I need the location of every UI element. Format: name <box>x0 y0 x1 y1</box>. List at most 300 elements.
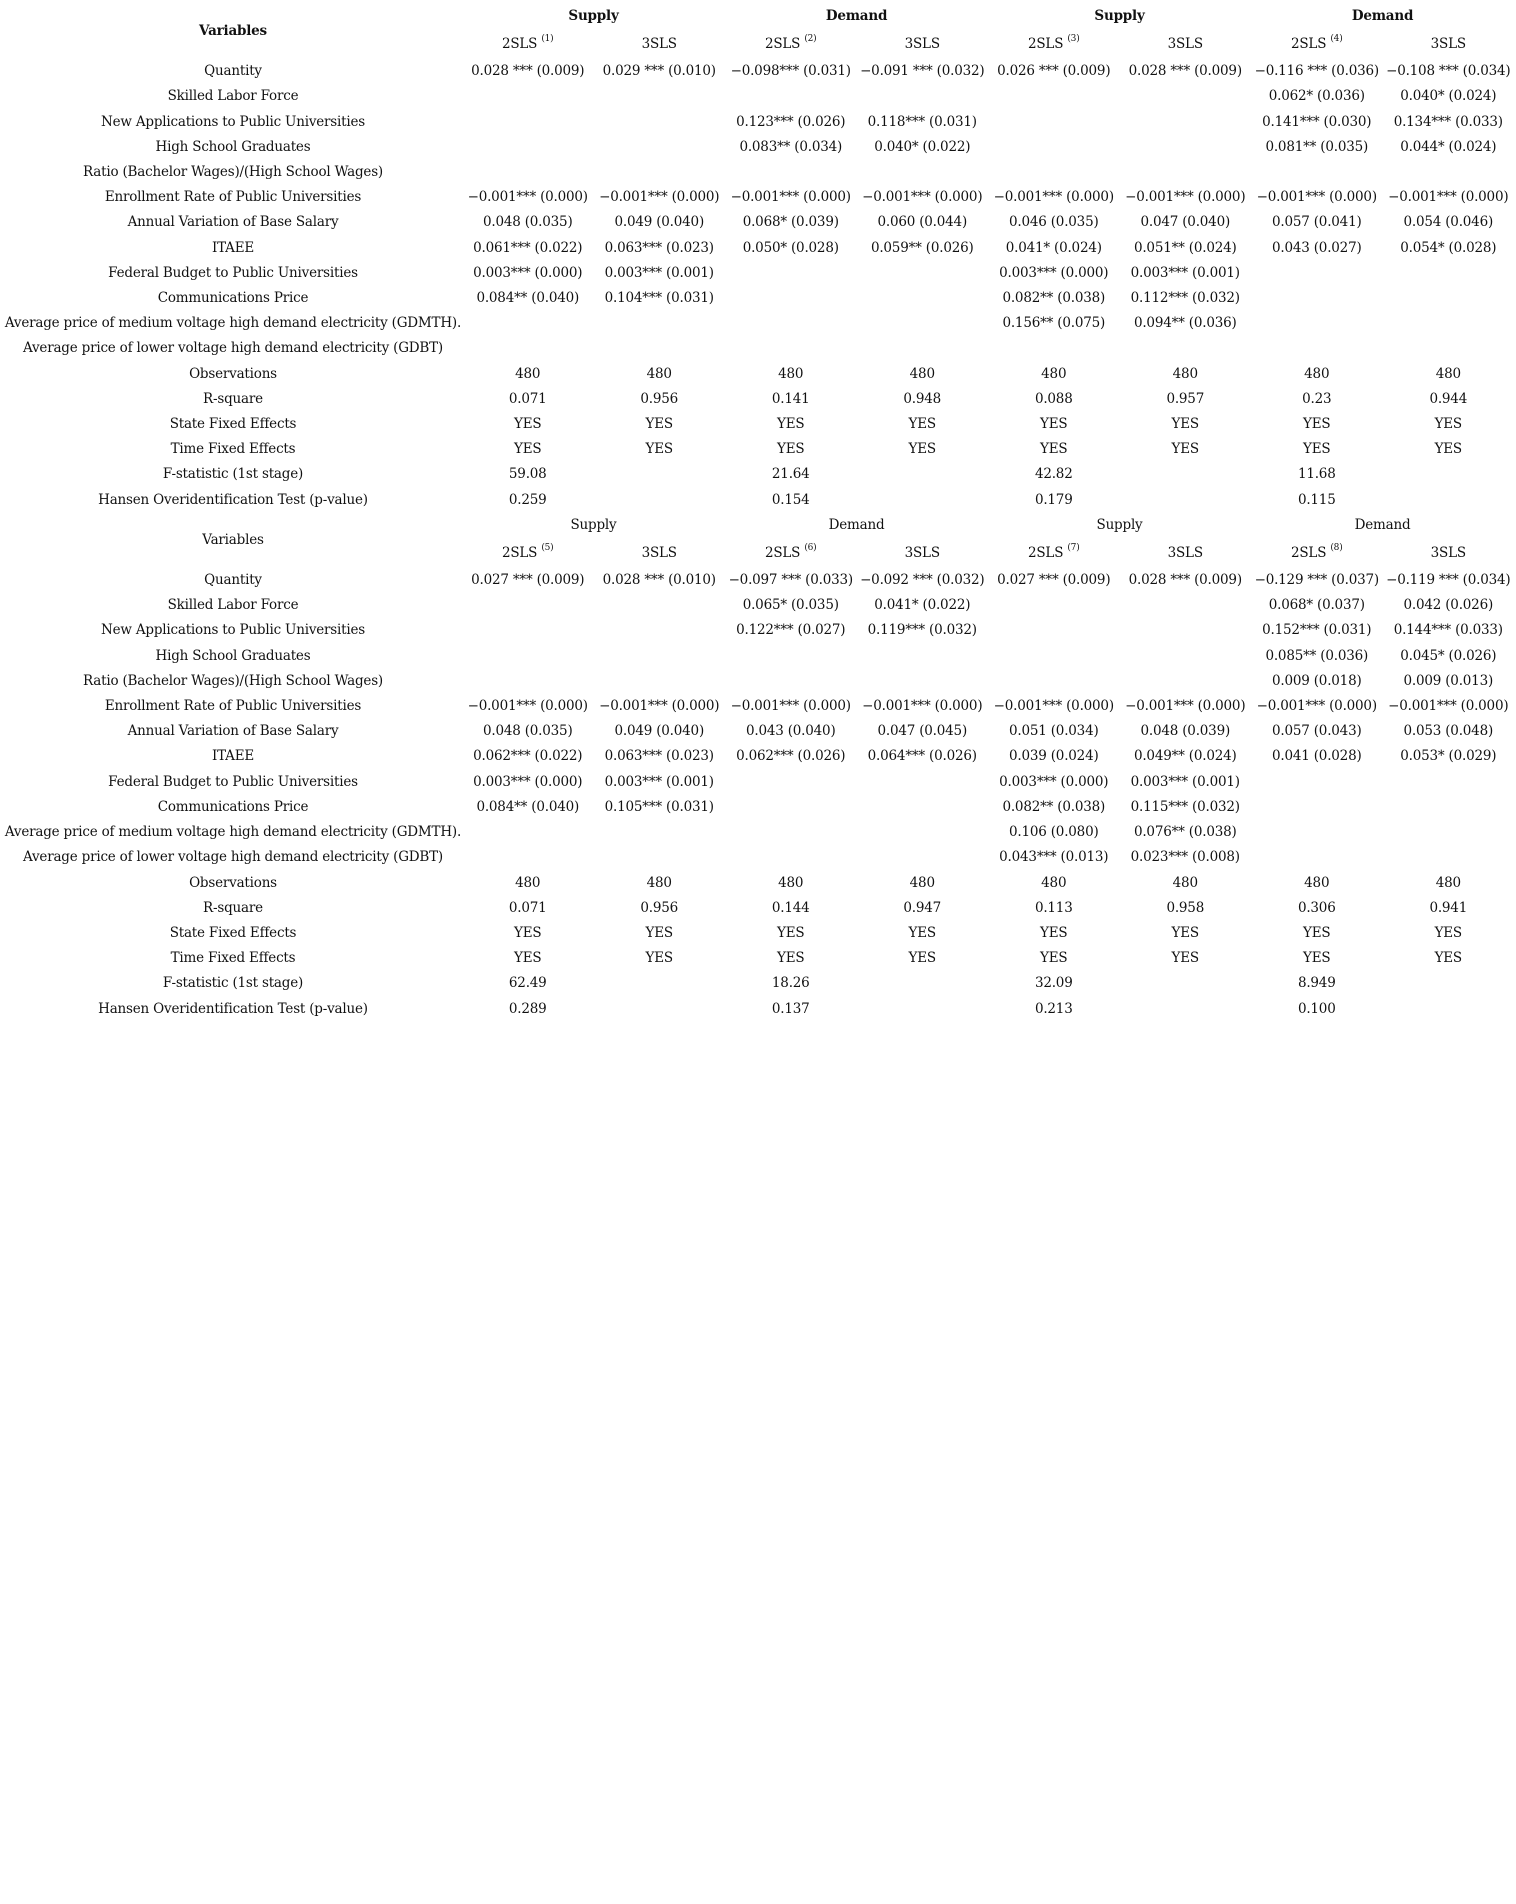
table-row <box>4 210 1514 235</box>
estimate-cell <box>462 311 594 336</box>
estimate-cell <box>462 669 594 694</box>
estimate-cell: 0.009 (0.013) <box>1403 672 1494 689</box>
variable-label: High School Graduates <box>155 647 311 664</box>
variable-label: Enrollment Rate of Public Universities <box>104 189 362 206</box>
estimate-cell: 0.043*** (0.013) <box>999 849 1109 866</box>
variable-label: Time Fixed Effects <box>170 950 296 967</box>
table-row <box>4 412 1514 437</box>
estimator-label: 3SLS <box>641 545 677 562</box>
variable-label: F-statistic (1st stage) <box>162 466 304 483</box>
estimate-cell: YES <box>1434 441 1462 458</box>
estimate-cell: YES <box>645 416 673 433</box>
estimate-cell <box>594 593 726 618</box>
estimate-cell: 0.046 (0.035) <box>1009 214 1099 231</box>
estimate-cell <box>462 618 594 643</box>
table-row <box>4 719 1514 744</box>
estimate-cell: 0.043 (0.040) <box>745 723 836 740</box>
estimate-cell: −0.001*** (0.000) <box>1388 698 1509 715</box>
estimate-cell: 0.941 <box>1429 899 1468 916</box>
variable-label: Quantity <box>204 572 262 589</box>
estimate-cell: 0.947 <box>903 899 942 916</box>
estimate-cell: 0.956 <box>640 390 679 407</box>
estimate-cell: 480 <box>646 874 672 891</box>
estimate-cell: 0.064*** (0.026) <box>867 748 977 765</box>
estimate-cell <box>594 336 726 361</box>
estimator-header <box>1383 29 1515 59</box>
estimate-cell: 0.040* (0.024) <box>1400 88 1497 105</box>
estimate-cell <box>594 311 726 336</box>
table-row <box>4 311 1514 336</box>
estimator-label: 3SLS <box>904 545 940 562</box>
estimate-cell: 0.060 (0.044) <box>877 214 968 231</box>
estimate-cell: 0.306 <box>1297 899 1336 916</box>
estimate-cell: 0.003*** (0.001) <box>1130 264 1240 281</box>
estimate-cell: 0.100 <box>1297 1000 1336 1017</box>
variable-label: R-square <box>203 899 263 916</box>
table-row <box>4 644 1514 669</box>
estimate-cell: YES <box>514 441 542 458</box>
estimate-cell <box>1120 110 1252 135</box>
variable-label: Communications Price <box>157 290 309 307</box>
model-number: (6) <box>804 542 817 553</box>
estimate-cell: YES <box>1434 924 1462 941</box>
estimate-cell: 0.259 <box>508 491 547 508</box>
table-row <box>4 946 1514 971</box>
equation-group-header: Demand <box>1354 516 1411 533</box>
estimate-cell: 0.112*** (0.032) <box>1130 290 1240 307</box>
estimate-cell: −0.116 *** (0.036) <box>1254 63 1379 80</box>
estimate-cell <box>725 160 857 185</box>
estimate-cell <box>594 997 726 1022</box>
equation-group-header: Demand <box>828 516 885 533</box>
estimate-cell <box>857 820 989 845</box>
estimate-cell <box>1120 644 1252 669</box>
estimate-cell <box>857 462 989 487</box>
estimate-cell: 0.023*** (0.008) <box>1130 849 1240 866</box>
estimate-cell: 0.106 (0.080) <box>1009 824 1099 841</box>
estimate-cell: 0.085** (0.036) <box>1265 647 1369 664</box>
variable-label: Average price of lower voltage high demand electricity (GDBT) <box>22 849 443 866</box>
variable-label: Enrollment Rate of Public Universities <box>104 698 362 715</box>
estimate-cell: −0.001*** (0.000) <box>467 189 588 206</box>
estimate-cell: 480 <box>1435 874 1461 891</box>
estimate-cell <box>857 669 989 694</box>
table-row <box>4 362 1514 387</box>
estimate-cell: 0.115 <box>1297 491 1336 508</box>
estimate-cell <box>594 669 726 694</box>
estimate-cell: 0.071 <box>508 390 547 407</box>
estimate-cell <box>1120 669 1252 694</box>
estimate-cell: 0.047 (0.040) <box>1140 214 1231 231</box>
table-row <box>4 110 1514 135</box>
model-number: (2) <box>804 33 817 44</box>
estimator-header <box>725 538 857 568</box>
estimate-cell: 0.057 (0.041) <box>1272 214 1362 231</box>
estimate-cell: YES <box>1434 950 1462 967</box>
estimator-header <box>594 29 726 59</box>
estimate-cell <box>725 261 857 286</box>
variable-label: Federal Budget to Public Universities <box>108 773 358 790</box>
equation-group-header: Supply <box>1096 516 1143 533</box>
estimate-cell: 0.137 <box>771 1000 810 1017</box>
estimate-cell: YES <box>645 441 673 458</box>
estimate-cell: −0.001*** (0.000) <box>599 189 720 206</box>
estimate-cell <box>594 618 726 643</box>
estimate-cell <box>1251 795 1383 820</box>
estimate-cell: 0.003*** (0.001) <box>604 773 714 790</box>
estimate-cell: 0.094** (0.036) <box>1133 315 1237 332</box>
estimate-cell: 8.949 <box>1297 975 1336 992</box>
estimator-label: 2SLS <box>1028 545 1064 562</box>
estimate-cell <box>462 845 594 870</box>
estimate-cell <box>1120 593 1252 618</box>
estimate-cell <box>1383 261 1515 286</box>
estimate-cell: 0.152*** (0.031) <box>1262 622 1372 639</box>
estimate-cell: YES <box>1171 416 1199 433</box>
estimate-cell <box>857 845 989 870</box>
estimate-cell <box>462 820 594 845</box>
estimate-cell: 0.057 (0.043) <box>1272 723 1362 740</box>
estimate-cell: 0.028 *** (0.009) <box>1128 572 1242 589</box>
variable-label: Annual Variation of Base Salary <box>127 723 339 740</box>
estimate-cell <box>594 84 726 109</box>
estimate-cell: 0.062*** (0.026) <box>736 748 846 765</box>
estimate-cell <box>857 311 989 336</box>
estimate-cell: 480 <box>515 874 541 891</box>
table-row <box>4 236 1514 261</box>
estimate-cell <box>594 488 726 513</box>
variable-label: ITAEE <box>211 239 255 256</box>
estimate-cell: 480 <box>1172 365 1198 382</box>
estimate-cell: 480 <box>909 874 935 891</box>
estimate-cell <box>594 110 726 135</box>
estimate-cell: 0.154 <box>771 491 810 508</box>
table-body <box>4 4 1514 1022</box>
table-row <box>4 593 1514 618</box>
model-number: (7) <box>1067 542 1080 553</box>
estimator-label: 3SLS <box>904 36 940 53</box>
variable-label: F-statistic (1st stage) <box>162 975 304 992</box>
estimate-cell: 0.134*** (0.033) <box>1393 113 1503 130</box>
estimator-header <box>594 538 726 568</box>
estimate-cell <box>725 845 857 870</box>
estimate-cell: 0.179 <box>1034 491 1073 508</box>
table-row <box>4 871 1514 896</box>
estimator-header <box>462 29 594 59</box>
estimate-cell: YES <box>514 924 542 941</box>
estimate-cell: 480 <box>1435 365 1461 382</box>
estimate-cell: 480 <box>515 365 541 382</box>
estimate-cell: 0.003*** (0.000) <box>999 773 1109 790</box>
model-number: (3) <box>1067 33 1080 44</box>
estimate-cell: 0.041* (0.024) <box>1005 239 1102 256</box>
estimate-cell: YES <box>908 441 936 458</box>
estimate-cell: 0.083** (0.034) <box>739 138 843 155</box>
table-row <box>4 845 1514 870</box>
estimator-header <box>1383 538 1515 568</box>
estimator-header <box>725 29 857 59</box>
estimate-cell: 480 <box>778 874 804 891</box>
estimate-cell: 0.081** (0.035) <box>1265 138 1369 155</box>
estimate-cell: 18.26 <box>771 975 810 992</box>
estimator-label: 3SLS <box>1430 545 1466 562</box>
estimate-cell <box>988 593 1120 618</box>
estimate-cell <box>725 820 857 845</box>
estimate-cell <box>1383 160 1515 185</box>
table-row <box>4 387 1514 412</box>
estimate-cell: 0.041 (0.028) <box>1272 748 1362 765</box>
estimate-cell: 0.141 <box>771 390 810 407</box>
estimate-cell: −0.001*** (0.000) <box>467 698 588 715</box>
table-row <box>4 997 1514 1022</box>
estimate-cell <box>1251 286 1383 311</box>
estimate-cell: YES <box>514 416 542 433</box>
estimate-cell <box>988 644 1120 669</box>
estimate-cell <box>1251 845 1383 870</box>
variable-label: Annual Variation of Base Salary <box>127 214 339 231</box>
estimate-cell: 0.062* (0.036) <box>1268 88 1365 105</box>
group-header-row <box>4 4 1514 29</box>
estimate-cell <box>857 336 989 361</box>
estimate-cell <box>725 286 857 311</box>
estimate-cell <box>857 84 989 109</box>
estimate-cell: 0.088 <box>1034 390 1073 407</box>
estimate-cell: 0.076** (0.038) <box>1133 824 1237 841</box>
estimate-cell: 0.144 <box>771 899 810 916</box>
estimate-cell <box>1251 311 1383 336</box>
estimator-label: 2SLS <box>1291 36 1327 53</box>
estimate-cell <box>1383 795 1515 820</box>
table-row <box>4 135 1514 160</box>
estimate-cell <box>988 669 1120 694</box>
estimate-cell <box>1120 84 1252 109</box>
estimate-cell: YES <box>908 416 936 433</box>
estimate-cell <box>462 336 594 361</box>
estimate-cell: 0.958 <box>1166 899 1205 916</box>
estimate-cell: 0.144*** (0.033) <box>1393 622 1503 639</box>
estimate-cell <box>857 160 989 185</box>
estimate-cell: 59.08 <box>508 466 547 483</box>
estimate-cell: −0.092 *** (0.032) <box>860 572 985 589</box>
estimate-cell: YES <box>1303 924 1331 941</box>
estimate-cell: 0.042 (0.026) <box>1403 597 1494 614</box>
estimate-cell: 0.043 (0.027) <box>1272 239 1362 256</box>
estimate-cell: −0.097 *** (0.033) <box>728 572 853 589</box>
estimate-cell <box>725 770 857 795</box>
estimate-cell: 21.64 <box>771 466 810 483</box>
estimate-cell: 0.041* (0.022) <box>874 597 971 614</box>
table-row <box>4 770 1514 795</box>
estimate-cell <box>1120 336 1252 361</box>
estimate-cell <box>594 462 726 487</box>
estimate-cell: YES <box>777 924 805 941</box>
estimator-header <box>1120 538 1252 568</box>
estimate-cell: 0.003*** (0.001) <box>1130 773 1240 790</box>
estimate-cell: 0.048 (0.035) <box>482 214 573 231</box>
estimate-cell <box>1383 997 1515 1022</box>
variable-label: Average price of lower voltage high demand electricity (GDBT) <box>22 340 443 357</box>
estimate-cell: YES <box>1303 950 1331 967</box>
estimate-cell: 0.028 *** (0.010) <box>602 572 716 589</box>
estimate-cell: 0.047 (0.045) <box>877 723 968 740</box>
estimate-cell: 0.045* (0.026) <box>1400 647 1497 664</box>
estimate-cell: YES <box>908 924 936 941</box>
equation-group-header: Supply <box>568 8 619 24</box>
table-row <box>4 744 1514 769</box>
estimate-cell <box>1120 160 1252 185</box>
estimate-cell: 11.68 <box>1297 466 1336 483</box>
estimate-cell: −0.129 *** (0.037) <box>1254 572 1379 589</box>
table-row <box>4 795 1514 820</box>
estimate-cell: 480 <box>646 365 672 382</box>
estimator-header <box>857 29 989 59</box>
estimate-cell: −0.001*** (0.000) <box>1125 698 1246 715</box>
estimate-cell: 480 <box>1304 874 1330 891</box>
estimate-cell: 0.071 <box>508 899 547 916</box>
estimate-cell: −0.001*** (0.000) <box>862 698 983 715</box>
estimate-cell: 0.051 (0.034) <box>1009 723 1099 740</box>
estimate-cell <box>1383 971 1515 996</box>
estimate-cell: 0.082** (0.038) <box>1002 290 1106 307</box>
table-row <box>4 488 1514 513</box>
estimate-cell: 0.027 *** (0.009) <box>997 572 1111 589</box>
table-row <box>4 694 1514 719</box>
estimate-cell: 0.141*** (0.030) <box>1262 113 1372 130</box>
estimate-cell <box>857 795 989 820</box>
estimator-header <box>1251 29 1383 59</box>
estimate-cell <box>594 845 726 870</box>
estimate-cell: 0.23 <box>1302 390 1332 407</box>
estimate-cell <box>594 160 726 185</box>
estimate-cell <box>857 644 989 669</box>
estimate-cell: 0.063*** (0.023) <box>604 239 714 256</box>
estimate-cell: 0.049 (0.040) <box>614 214 705 231</box>
estimate-cell <box>1251 160 1383 185</box>
estimate-cell: 0.028 *** (0.009) <box>1128 63 1242 80</box>
estimate-cell <box>594 644 726 669</box>
estimate-cell: YES <box>1434 416 1462 433</box>
variable-label: Quantity <box>204 63 262 80</box>
estimate-cell <box>1383 286 1515 311</box>
estimate-cell: YES <box>1040 950 1068 967</box>
estimate-cell <box>1383 845 1515 870</box>
estimate-cell: −0.001*** (0.000) <box>1256 189 1377 206</box>
estimate-cell: YES <box>1171 441 1199 458</box>
variable-label: Communications Price <box>157 798 309 815</box>
estimate-cell <box>1383 820 1515 845</box>
estimate-cell: 0.118*** (0.031) <box>867 113 977 130</box>
estimator-label: 2SLS <box>501 36 538 53</box>
table-row <box>4 84 1514 109</box>
estimate-cell: 0.082** (0.038) <box>1002 798 1106 815</box>
estimate-cell <box>1120 488 1252 513</box>
estimator-label: 2SLS <box>764 36 801 53</box>
estimate-cell <box>594 820 726 845</box>
estimate-cell: YES <box>514 950 542 967</box>
estimate-cell: 480 <box>1041 874 1067 891</box>
estimate-cell <box>857 770 989 795</box>
estimator-label: 2SLS <box>501 545 538 562</box>
estimate-cell: YES <box>777 416 805 433</box>
estimate-cell: 42.82 <box>1034 466 1073 483</box>
estimate-cell: 480 <box>1304 365 1330 382</box>
estimate-cell <box>1120 135 1252 160</box>
estimate-cell: 0.956 <box>640 899 679 916</box>
variable-label: Hansen Overidentification Test (p-value) <box>98 1000 368 1017</box>
group-header-row <box>4 513 1514 538</box>
variable-label: High School Graduates <box>155 138 311 155</box>
estimate-cell <box>462 160 594 185</box>
estimate-cell <box>988 84 1120 109</box>
estimate-cell: −0.091 *** (0.032) <box>860 63 985 80</box>
estimate-cell <box>1120 971 1252 996</box>
variable-label: State Fixed Effects <box>169 416 297 433</box>
estimate-cell: YES <box>1040 441 1068 458</box>
variable-label: Average price of medium voltage high demand electricity (GDMTH). <box>4 315 462 332</box>
estimate-cell: 0.009 (0.018) <box>1272 672 1362 689</box>
estimate-cell: 0.044* (0.024) <box>1400 138 1497 155</box>
estimate-cell <box>1383 311 1515 336</box>
estimate-cell: −0.001*** (0.000) <box>862 189 983 206</box>
estimate-cell: 0.053* (0.029) <box>1400 748 1497 765</box>
estimate-cell: 0.026 *** (0.009) <box>997 63 1111 80</box>
estimate-cell: 0.028 *** (0.009) <box>471 63 585 80</box>
estimate-cell <box>988 336 1120 361</box>
estimate-cell: 0.027 *** (0.009) <box>471 572 585 589</box>
estimate-cell: YES <box>645 950 673 967</box>
estimate-cell: 0.062*** (0.022) <box>473 748 583 765</box>
variable-label: State Fixed Effects <box>169 924 297 941</box>
estimate-cell <box>1120 462 1252 487</box>
estimator-header <box>1120 29 1252 59</box>
estimate-cell <box>1251 261 1383 286</box>
estimate-cell: 0.084** (0.040) <box>476 798 580 815</box>
estimate-cell <box>725 644 857 669</box>
table-row <box>4 568 1514 593</box>
estimate-cell: YES <box>1303 441 1331 458</box>
estimate-cell: −0.001*** (0.000) <box>730 698 851 715</box>
equation-group-header: Demand <box>1351 8 1414 24</box>
equation-group-header: Supply <box>570 516 617 533</box>
estimate-cell: −0.001*** (0.000) <box>730 189 851 206</box>
estimator-label: 3SLS <box>1167 545 1203 562</box>
estimate-cell: 0.084** (0.040) <box>476 290 580 307</box>
estimate-cell: 0.289 <box>508 1000 547 1017</box>
estimate-cell: 0.054 (0.046) <box>1403 214 1494 231</box>
variable-label: Observations <box>189 365 277 382</box>
estimate-cell: 0.104*** (0.031) <box>604 290 714 307</box>
estimate-cell: 0.048 (0.035) <box>482 723 573 740</box>
estimate-cell <box>1383 462 1515 487</box>
variable-label: New Applications to Public Universities <box>100 113 366 130</box>
equation-group-header: Demand <box>825 8 888 24</box>
estimate-cell: −0.001*** (0.000) <box>1388 189 1509 206</box>
estimator-label: 3SLS <box>1430 36 1466 53</box>
estimate-cell: −0.119 *** (0.034) <box>1386 572 1511 589</box>
estimate-cell: YES <box>1171 924 1199 941</box>
table-row <box>4 437 1514 462</box>
estimate-cell: 0.119*** (0.032) <box>867 622 977 639</box>
estimate-cell <box>462 593 594 618</box>
estimate-cell <box>462 84 594 109</box>
estimate-cell: 480 <box>1041 365 1067 382</box>
estimate-cell <box>1251 770 1383 795</box>
estimator-label: 2SLS <box>764 545 801 562</box>
estimator-label: 3SLS <box>641 36 677 53</box>
estimate-cell: 0.068* (0.037) <box>1268 597 1365 614</box>
estimate-cell: 0.944 <box>1429 390 1468 407</box>
variable-label: Federal Budget to Public Universities <box>108 264 358 281</box>
